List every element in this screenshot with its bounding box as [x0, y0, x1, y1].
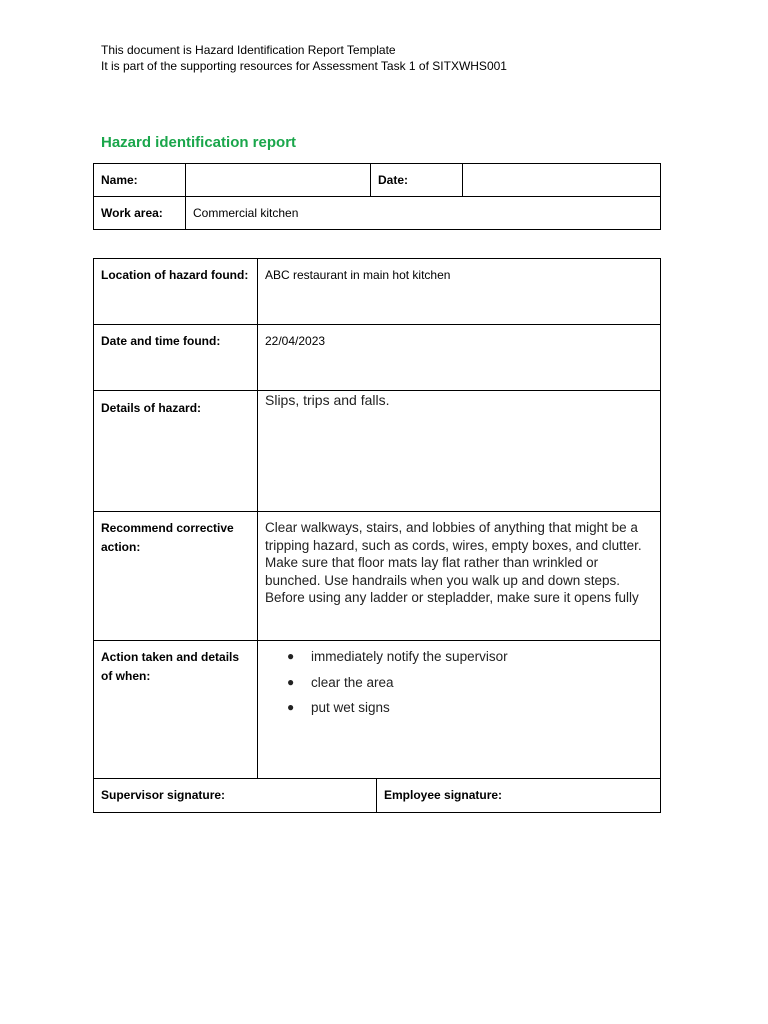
datetime-row	[94, 325, 661, 391]
employee-signature-label[interactable]: Employee signature:	[377, 779, 661, 813]
signature-row	[94, 779, 661, 813]
name-field[interactable]	[186, 164, 371, 197]
hazard-details-table	[93, 258, 661, 779]
document-intro	[101, 43, 507, 74]
details-row	[94, 391, 661, 512]
bullet-icon: ●	[287, 700, 295, 714]
corrective-text: Clear walkways, stairs, and lobbies of anything that might be a tripping hazard, such as cords, wires, empty boxes, and clutter. Make sure that floor mats lay flat rather than wrinkled or bunched. Use handrails when you walk up and down steps. Before using any ladder or stepladder, make sure it opens fully	[265, 520, 642, 606]
location-row	[94, 259, 661, 325]
details-field[interactable]	[258, 391, 661, 512]
date-field[interactable]	[463, 164, 661, 197]
action-item-text: clear the area	[311, 674, 394, 690]
action-label: Action taken and details of when:	[94, 641, 258, 779]
action-item-text: put wet signs	[311, 700, 390, 715]
work-area-label: Work area:	[94, 197, 186, 230]
action-row	[94, 641, 661, 779]
name-label: Name:	[94, 164, 186, 197]
supervisor-signature-label[interactable]: Supervisor signature:	[94, 779, 377, 813]
action-item	[265, 644, 653, 670]
corrective-label: Recommend corrective action:	[94, 512, 258, 641]
datetime-field[interactable]: 22/04/2023	[258, 325, 661, 391]
signature-table	[93, 778, 661, 813]
action-item	[265, 695, 653, 721]
action-list	[265, 644, 653, 721]
bullet-icon: ●	[287, 649, 295, 663]
action-item-text: immediately notify the supervisor	[311, 649, 508, 664]
details-text: Slips, trips and falls.	[265, 392, 390, 408]
header-table	[93, 163, 661, 230]
location-label: Location of hazard found:	[94, 259, 258, 325]
date-label: Date:	[371, 164, 463, 197]
action-item	[265, 670, 653, 696]
name-date-row	[94, 164, 661, 197]
intro-line-2: It is part of the supporting resources for Assessment Task 1 of SITXWHS001	[101, 58, 507, 73]
work-area-field[interactable]: Commercial kitchen	[186, 197, 661, 230]
details-label: Details of hazard:	[94, 391, 258, 512]
corrective-row	[94, 512, 661, 641]
corrective-field[interactable]	[258, 512, 661, 641]
bullet-icon: ●	[287, 674, 295, 689]
intro-line-1: This document is Hazard Identification Report Template	[101, 43, 396, 57]
report-title: Hazard identification report	[101, 134, 297, 151]
work-area-row	[94, 197, 661, 230]
datetime-label: Date and time found:	[94, 325, 258, 391]
location-field[interactable]: ABC restaurant in main hot kitchen	[258, 259, 661, 325]
action-field[interactable]	[258, 641, 661, 779]
